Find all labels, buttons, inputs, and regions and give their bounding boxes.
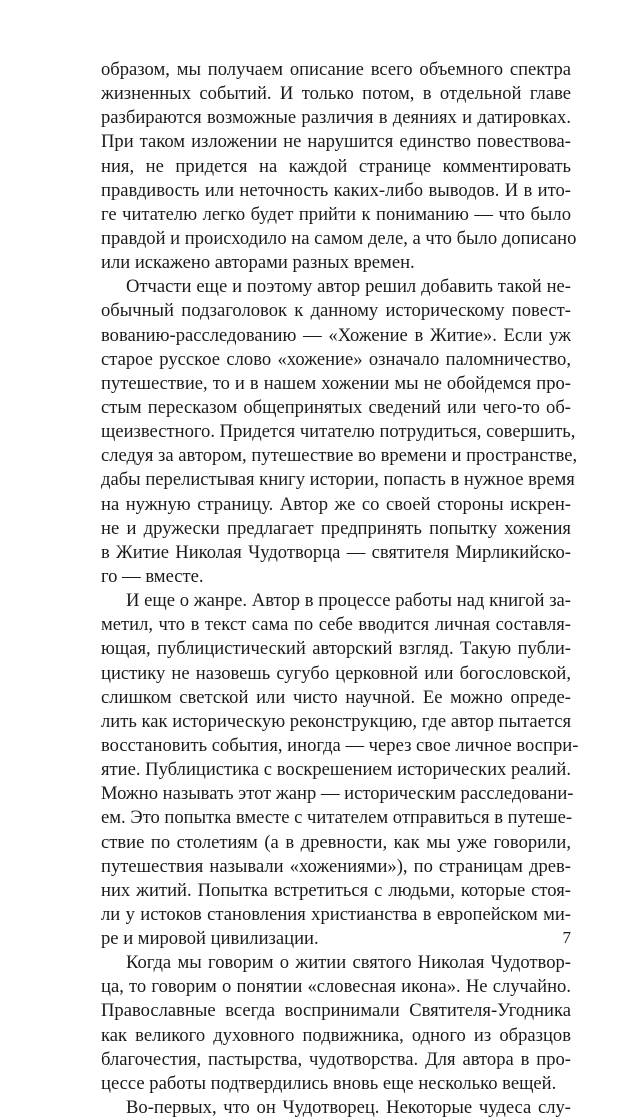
text-line: ре и мировой цивилизации. <box>101 928 319 950</box>
text-line: Православные всегда воспринимали Святителя-Угодника <box>101 1000 571 1022</box>
text-line: как великого духовного подвижника, одного из образцов <box>101 1024 571 1046</box>
text-line: го — вместе. <box>101 565 204 587</box>
text-line: ца, то говорим о понятии «словесная икона». Не случайно. <box>101 976 571 998</box>
text-line: вованию-расследованию — «Хожение в Житие». Если уж <box>101 324 571 346</box>
text-line: Отчасти еще и поэтому автор решил добавить такой не- <box>126 276 571 298</box>
text-line: благочестия, пастырства, чудотворства. Для автора в про- <box>101 1048 571 1070</box>
text-line: не и дружески предлагает предпринять попытку хожения <box>101 517 571 539</box>
text-line: Можно называть этот жанр — историческим расследовани- <box>101 783 574 805</box>
text-line: путешествие, то и в нашем хожении мы не обойдемся про- <box>101 372 571 394</box>
paragraph <box>101 58 577 275</box>
text-line: цистику не назовешь сугубо церковной или богословской, <box>101 662 571 684</box>
text-line: слишком светской или чисто научной. Ее можно опреде- <box>101 686 571 708</box>
paragraph <box>101 589 579 951</box>
text-line: цессе работы подтвердились вновь еще несколько вещей. <box>101 1072 557 1094</box>
text-line: ли у истоков становления христианства в европейском ми- <box>101 903 571 925</box>
text-line: лить как историческую реконструкцию, где автор пытается <box>101 710 571 732</box>
text-line: правдивость или неточность каких-либо выводов. И в ито- <box>101 179 571 201</box>
text-line: путешествия называли «хожениями»), по страницам древ- <box>101 855 571 877</box>
text-line: правдой и происходило на самом деле, а что было дописано <box>101 227 577 249</box>
text-line: восстановить события, иногда — через свое личное воспри- <box>101 734 579 756</box>
text-line: ющая, публицистический авторский взгляд. Такую публи- <box>101 638 571 660</box>
body-text <box>101 58 579 1120</box>
text-line: следуя за автором, путешествие во времени и пространстве, <box>101 445 578 467</box>
text-line: стым пересказом общепринятых сведений или чего-то об- <box>101 396 571 418</box>
paragraph <box>101 1096 571 1120</box>
text-line: ния, не придется на каждой странице комментировать <box>101 155 571 177</box>
text-line: них житий. Попытка встретиться с людьми, которые стоя- <box>101 879 571 901</box>
text-line: в Житие Николая Чудотворца — святителя Мирликийско- <box>101 541 571 563</box>
text-line: метил, что в текст сама по себе вводится личная составля- <box>101 614 571 636</box>
text-line: И еще о жанре. Автор в процессе работы над книгой за- <box>126 590 571 612</box>
text-line: на нужную страницу. Автор же со своей стороны искрен- <box>101 493 571 515</box>
text-line: жизненных событий. И только потом, в отдельной главе <box>101 83 571 105</box>
paragraph <box>101 951 571 1096</box>
text-line: образом, мы получаем описание всего объемного спектра <box>101 59 571 80</box>
text-line: ем. Это попытка вместе с читателем отправиться в путеше- <box>101 807 573 829</box>
text-line: или искажено авторами разных времен. <box>101 252 415 274</box>
text-line: старое русское слово «хожение» означало паломничество, <box>101 348 571 370</box>
paragraph <box>101 275 578 589</box>
text-line: Когда мы говорим о житии святого Николая Чудотвор- <box>126 952 571 974</box>
text-line: разбираются возможные различия в деяниях и датировках. <box>101 107 571 129</box>
text-line: обычный подзаголовок к данному историческому повест- <box>101 300 571 322</box>
text-line: Во-первых, что он Чудотворец. Некоторые чудеса слу- <box>126 1097 571 1119</box>
text-line: щеизвестного. Придется читателю потрудиться, совершить, <box>101 421 576 443</box>
text-line: ге читателю легко будет прийти к пониманию — что было <box>101 203 571 225</box>
text-line: ствие по столетиям (а в древности, как мы уже говорили, <box>101 831 571 853</box>
text-line: ятие. Публицистика с воскрешением исторических реалий. <box>101 759 571 781</box>
text-line: При таком изложении не нарушится единство повествова- <box>101 131 571 153</box>
text-line: дабы перелистывая книгу истории, попасть в нужное время <box>101 469 575 491</box>
page-number: 7 <box>562 928 571 947</box>
